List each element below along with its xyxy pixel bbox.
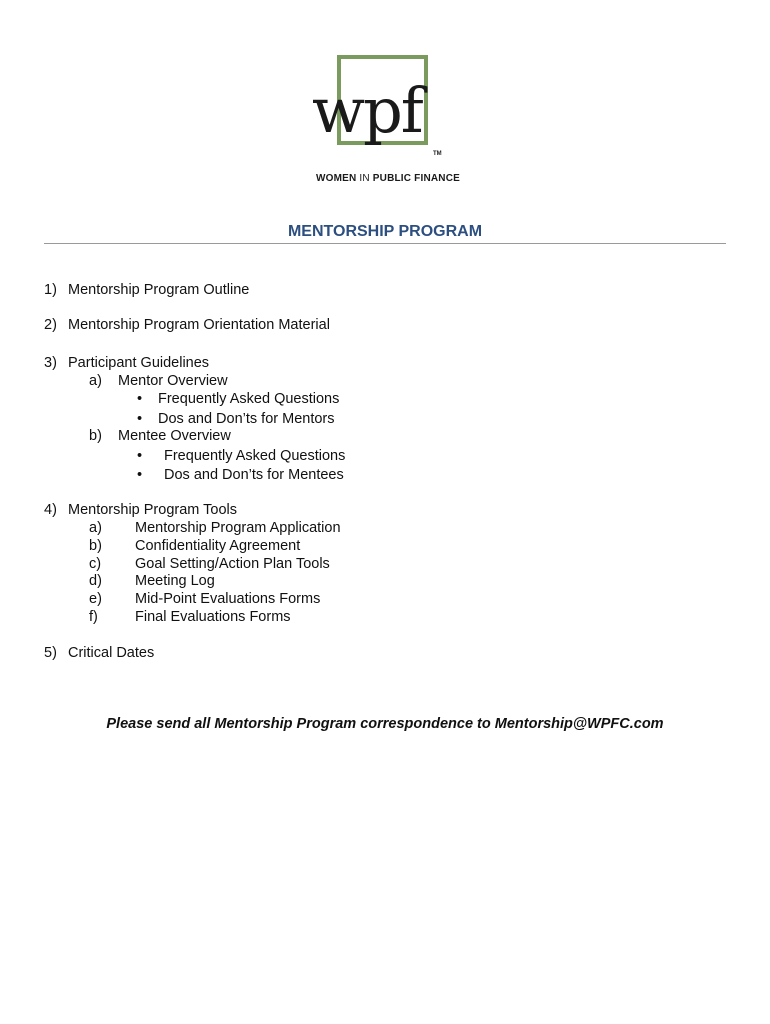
item-text: Mentorship Program Orientation Material xyxy=(68,317,330,333)
item-text: Critical Dates xyxy=(68,645,155,661)
page-title: MENTORSHIP PROGRAM xyxy=(287,223,483,240)
sub-item-text: Mentee Overview xyxy=(118,428,231,444)
sub-item-text: Mid-Point Evaluations Forms xyxy=(135,591,321,607)
item-number: 1) xyxy=(44,282,57,298)
bullet-icon: • xyxy=(137,391,143,407)
sub-item-letter: a) xyxy=(89,373,102,389)
sub-item-text: Mentorship Program Application xyxy=(135,520,341,536)
item-text: Mentorship Program Outline xyxy=(68,282,250,298)
sub-item-text: Final Evaluations Forms xyxy=(135,609,291,625)
logo-org-name xyxy=(302,173,474,184)
item-number: 3) xyxy=(44,355,57,371)
sub-item-letter: a) xyxy=(89,520,102,536)
bullet-text: Frequently Asked Questions xyxy=(158,391,340,407)
bullet-icon: • xyxy=(137,467,143,483)
bullet-icon: • xyxy=(137,448,143,464)
bullet-icon: • xyxy=(137,411,143,427)
sub-item-text: Goal Setting/Action Plan Tools xyxy=(135,556,330,572)
sub-item-letter: b) xyxy=(89,538,102,554)
item-text: Mentorship Program Tools xyxy=(68,502,237,518)
item-text: Participant Guidelines xyxy=(68,355,210,371)
logo-wordmark-text: wpf xyxy=(312,74,422,147)
sub-item-letter: d) xyxy=(89,573,102,589)
item-number: 2) xyxy=(44,317,57,333)
correspondence-note: Please send all Mentorship Program correspondence to Mentorship@WPFC.com xyxy=(106,716,664,732)
bullet-text: Frequently Asked Questions xyxy=(164,448,346,464)
trademark-mark: TM xyxy=(433,151,442,157)
bullet-text: Dos and Don’ts for Mentors xyxy=(158,411,335,427)
item-number: 4) xyxy=(44,502,57,518)
sub-item-text: Confidentiality Agreement xyxy=(135,538,301,554)
sub-item-letter: e) xyxy=(89,591,102,607)
sub-item-text: Meeting Log xyxy=(135,573,215,589)
logo-org-part2: IN xyxy=(359,173,370,184)
sub-item-letter: f) xyxy=(89,609,98,625)
sub-item-letter: b) xyxy=(89,428,102,444)
logo-org-part1: WOMEN xyxy=(315,173,357,184)
sub-item-letter: c) xyxy=(89,556,102,572)
logo-wordmark xyxy=(312,74,462,160)
item-number: 5) xyxy=(44,645,57,661)
sub-item-text: Mentor Overview xyxy=(118,373,228,389)
title-divider xyxy=(44,243,726,244)
wpf-logo xyxy=(308,52,468,186)
logo-org-part3: PUBLIC FINANCE xyxy=(372,173,461,184)
bullet-text: Dos and Don’ts for Mentees xyxy=(164,467,344,483)
